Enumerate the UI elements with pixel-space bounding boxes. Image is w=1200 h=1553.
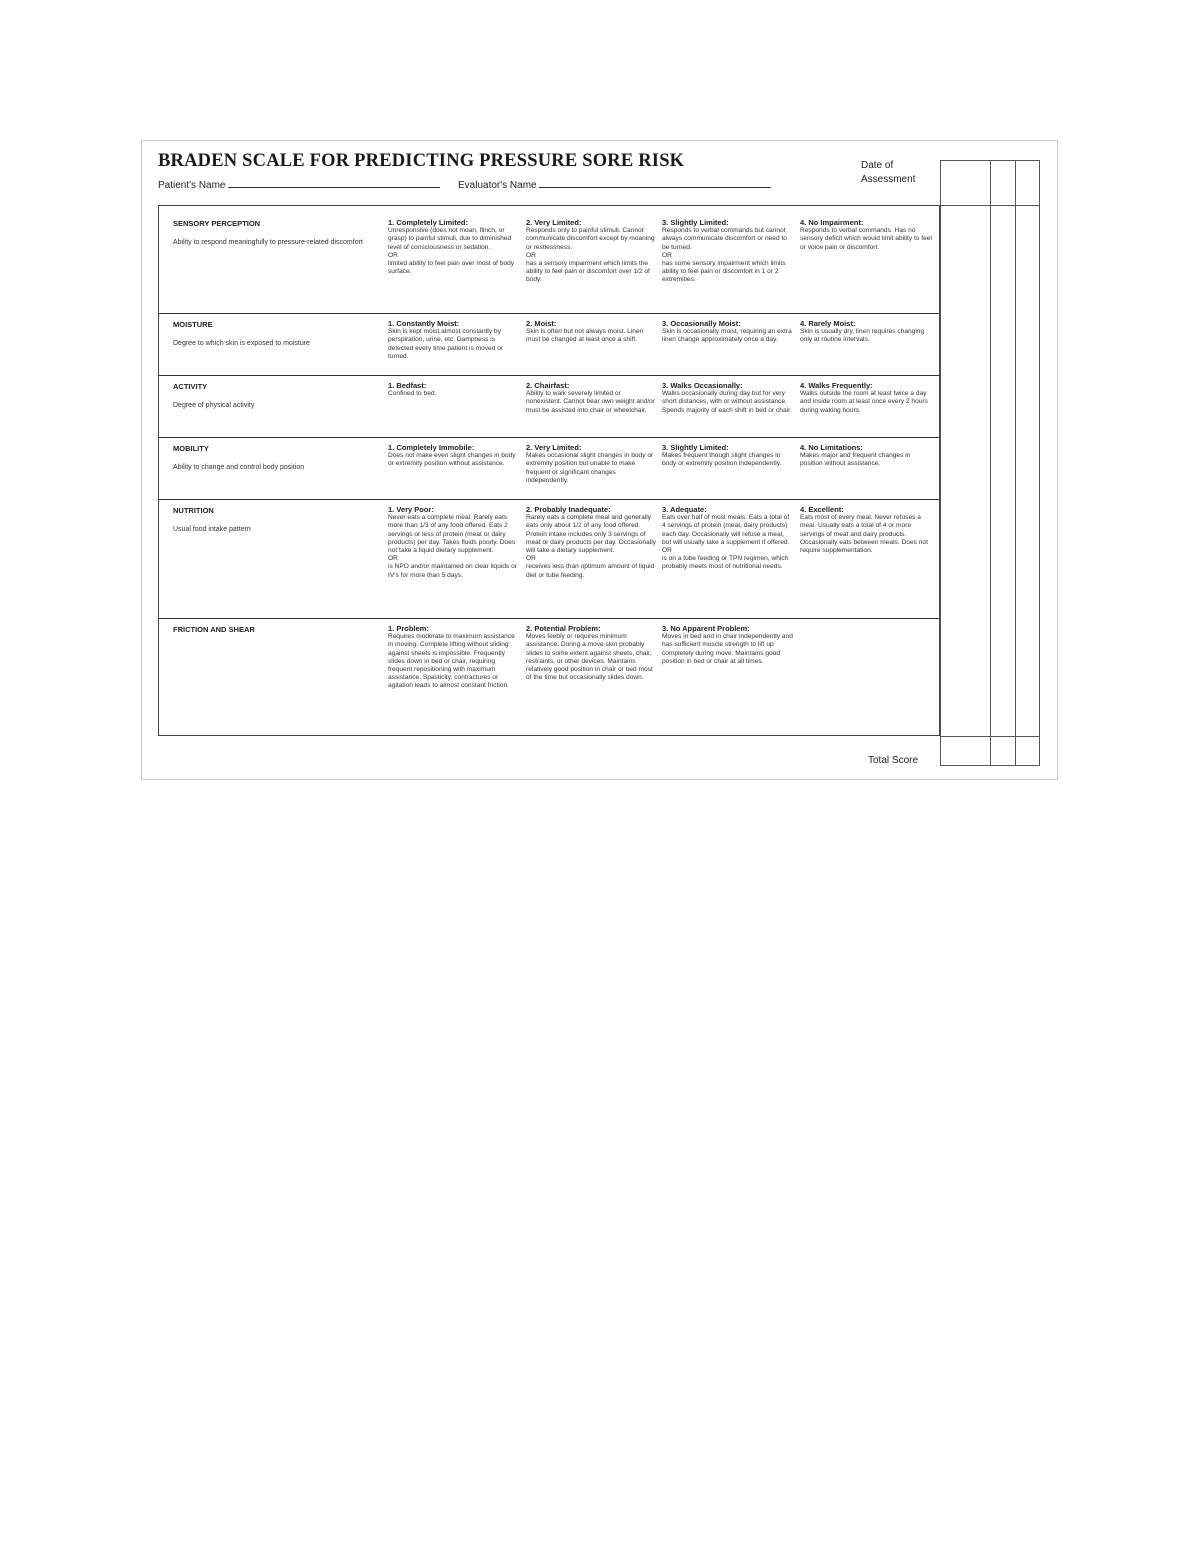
category-name: SENSORY PERCEPTION: [173, 219, 261, 228]
option-title: 1. Completely Limited:: [388, 218, 469, 227]
row-divider: [159, 499, 939, 500]
row-divider: [159, 618, 939, 619]
category-description: Usual food intake pattern: [173, 526, 251, 534]
date-of-assessment-label: Date of Assessment: [861, 160, 916, 185]
braden-table: [158, 205, 940, 736]
option-title: 2. Potential Problem:: [526, 624, 601, 633]
row-divider: [159, 313, 939, 314]
option-title: 1. Problem:: [388, 624, 429, 633]
option-title: 1. Bedfast:: [388, 381, 427, 390]
evaluator-name-label: Evaluator's Name: [458, 180, 537, 191]
option-text: Moves in bed and in chair independently and has sufficient muscle strength to lift up completely during move. Maintains good position in bed or chair at all times.: [662, 633, 793, 665]
option-title: 4. No Impairment:: [800, 218, 864, 227]
score-option-4[interactable]: [800, 219, 932, 252]
score-option-2[interactable]: [526, 506, 658, 580]
option-text: Walks outside the room at least twice a day and inside room at least once every 2 hours during waking hours.: [800, 390, 928, 414]
option-title: 1. Very Poor:: [388, 505, 434, 514]
row-divider: [159, 375, 939, 376]
option-text: Does not make even slight changes in body or extremity position without assistance.: [388, 452, 516, 468]
category-description: Degree of physical activity: [173, 402, 255, 410]
category-description: Ability to change and control body position: [173, 464, 305, 472]
option-text: Eats most of every meal. Never refuses a meal. Usually eats a total of 4 or more servings of meat and dairy products. Occasionally eats between meals. Does not require supplementation.: [800, 514, 928, 555]
score-option-4[interactable]: [800, 506, 932, 555]
option-text: Makes major and frequent changes in position without assistance.: [800, 452, 911, 468]
score-option-1[interactable]: [388, 382, 520, 398]
option-text: Ability to walk severely limited or nonexistent. Cannot bear own weight and/or must be assisted into chair or wheelchair.: [526, 390, 656, 414]
option-text: Eats over half of most meals. Eats a total of 4 servings of protein (meat, dairy products) each day. Occasionally will refuse a meal, but will usually take a supplement if offered. OR is on a tube feeding or TPN regimen, which probably meets most of nutritional needs.: [662, 514, 790, 571]
score-option-4[interactable]: [800, 382, 932, 415]
option-text: Unresponsive (does not moan, flinch, or grasp) to painful stimuli, due to diminished level of consciousness or sedation. OR limited ability to feel pain over most of body surface.: [388, 227, 515, 276]
option-title: 3. Adequate:: [662, 505, 707, 514]
category-name: NUTRITION: [173, 506, 214, 515]
score-grid-divider: [990, 161, 991, 765]
category-cell: [173, 444, 373, 472]
option-text: Responds to verbal commands but cannot always communicate discomfort or need to be turned. OR has some sensory impairment which limits ability to feel pain or discomfort in 1 or 2 extremities.: [662, 227, 787, 284]
category-description: Degree to which skin is exposed to moisture: [173, 340, 310, 348]
score-option-3[interactable]: [662, 382, 794, 415]
option-title: 3. Occasionally Moist:: [662, 319, 741, 328]
category-name: MOISTURE: [173, 320, 213, 329]
score-option-1[interactable]: [388, 506, 520, 580]
option-title: 4. Excellent:: [800, 505, 844, 514]
total-score-label: Total Score: [868, 755, 919, 766]
score-grid: [940, 160, 1040, 766]
option-text: Skin is occasionally moist, requiring an extra linen change approximately once a day.: [662, 328, 792, 344]
option-text: Walks occasionally during day but for very short distances, with or without assistance. Spends majority of each shift in bed or chair.: [662, 390, 792, 414]
category-name: MOBILITY: [173, 444, 209, 453]
option-title: 4. Rarely Moist:: [800, 319, 856, 328]
option-title: 2. Chairfast:: [526, 381, 570, 390]
evaluator-name-field[interactable]: [539, 178, 771, 188]
row-divider: [159, 437, 939, 438]
score-option-3[interactable]: [662, 219, 794, 285]
category-description: Ability to respond meaningfully to pressure-related discomfort: [173, 239, 363, 247]
category-name: ACTIVITY: [173, 382, 208, 391]
score-option-3[interactable]: [662, 320, 794, 345]
option-title: 1. Completely Immobile:: [388, 443, 475, 452]
option-title: 3. No Apparent Problem:: [662, 624, 750, 633]
option-text: Moves feebly or requires minimum assistance. During a move skin probably slides to some extent against sheets, chair, restraints, or other devices. Maintains relatively good position in chair or bed most of the time but occasionally slides down.: [526, 633, 653, 682]
score-option-2[interactable]: [526, 625, 658, 682]
category-name: FRICTION AND SHEAR: [173, 625, 255, 634]
score-option-2[interactable]: [526, 320, 658, 345]
score-option-3[interactable]: [662, 625, 794, 666]
option-title: 2. Very Limited:: [526, 218, 582, 227]
option-text: Skin is often but not always moist. Linen must be changed at least once a shift.: [526, 328, 644, 344]
option-text: Responds to verbal commands. Has no sensory deficit which would limit ability to feel or voice pain or discomfort.: [800, 227, 932, 251]
option-title: 1. Constantly Moist:: [388, 319, 460, 328]
score-option-3[interactable]: [662, 506, 794, 572]
category-cell: [173, 219, 373, 247]
category-cell: [173, 506, 373, 534]
option-text: Requires moderate to maximum assistance in moving. Complete lifting without sliding against sheets is impossible. Frequently slides down in bed or chair, requiring frequent repositioning with maximum assistance. Spasticity, contractures or agitation leads to almost constant friction.: [388, 633, 515, 690]
option-text: Confined to bed.: [388, 390, 437, 398]
option-title: 3. Slightly Limited:: [662, 443, 729, 452]
score-option-4[interactable]: [800, 320, 932, 345]
score-grid-header-line: [941, 205, 1039, 206]
option-text: Skin is kept moist almost constantly by perspiration, urine, etc. Dampness is detected every time patient is moved or turned.: [388, 328, 504, 360]
option-title: 2. Very Limited:: [526, 443, 582, 452]
option-title: 4. Walks Frequently:: [800, 381, 873, 390]
option-text: Rarely eats a complete meal and generally eats only about 1/2 of any food offered. Protein intake includes only 3 servings of meat or dairy products per day. Occasionally will take a dietary supplement. OR receives less than optimum amount of liquid diet or tube feeding.: [526, 514, 656, 579]
option-title: 4. No Limitations:: [800, 443, 863, 452]
score-option-4[interactable]: [800, 444, 932, 469]
option-title: 2. Probably Inadequate:: [526, 505, 611, 514]
evaluator-name-line: [458, 178, 771, 191]
option-title: 3. Slightly Limited:: [662, 218, 729, 227]
option-text: Never eats a complete meal. Rarely eats more than 1/3 of any food offered. Eats 2 servings or less of protein (meat or dairy products) per day. Takes fluids poorly. Does not take a liquid dietary supplement. OR is NPO and/or maintained on clear liquids or IV's for more than 5 days.: [388, 514, 518, 579]
score-option-1[interactable]: [388, 625, 520, 691]
option-title: 2. Moist:: [526, 319, 557, 328]
score-option-1[interactable]: [388, 444, 520, 469]
category-cell: [173, 382, 373, 410]
score-option-2[interactable]: [526, 382, 658, 415]
score-grid-divider: [1015, 161, 1016, 765]
score-option-3[interactable]: [662, 444, 794, 469]
option-title: 3. Walks Occasionally:: [662, 381, 743, 390]
form-title: BRADEN SCALE FOR PREDICTING PRESSURE SORE RISK: [158, 151, 685, 171]
patient-name-line: [158, 178, 440, 191]
option-text: Responds only to painful stimuli. Cannot communicate discomfort except by moaning or restlessness. OR has a sensory impairment which limits the ability to feel pain or discomfort over 1/2 of body.: [526, 227, 655, 284]
score-option-2[interactable]: [526, 219, 658, 285]
category-cell: [173, 320, 373, 348]
score-option-1[interactable]: [388, 320, 520, 361]
patient-name-field[interactable]: [228, 178, 440, 188]
option-text: Makes occasional slight changes in body or extremity position but unable to make frequent or significant changes independently.: [526, 452, 654, 484]
category-cell: [173, 625, 373, 644]
score-option-2[interactable]: [526, 444, 658, 485]
option-text: Makes frequent though slight changes in body or extremity position independently.: [662, 452, 782, 468]
score-grid-total-line: [941, 736, 1039, 737]
option-text: Skin is usually dry, linen requires changing only at routine intervals.: [800, 328, 925, 344]
score-option-1[interactable]: [388, 219, 520, 276]
patient-name-label: Patient's Name: [158, 180, 226, 191]
